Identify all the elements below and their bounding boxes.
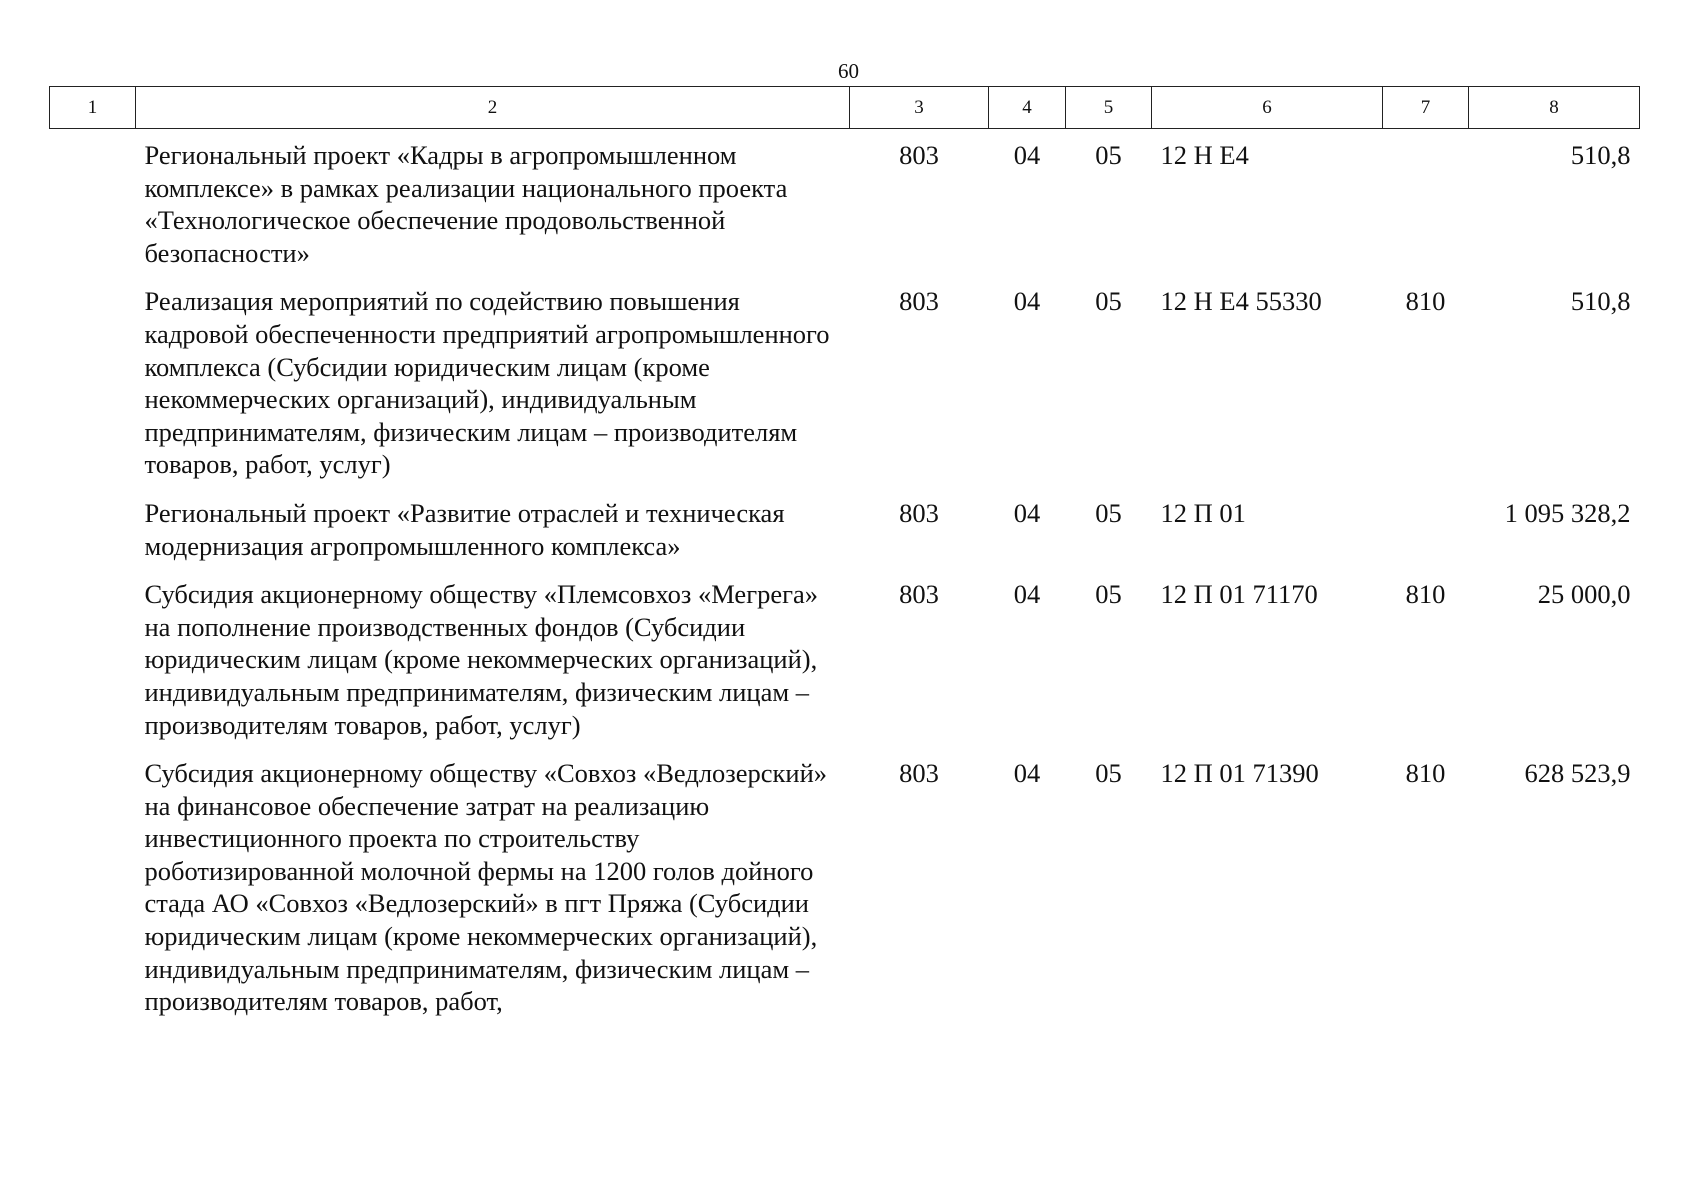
ministry-code-cell: 803	[899, 286, 939, 317]
table-row	[50, 568, 1640, 747]
amount-cell: 510,8	[1570, 286, 1631, 317]
row-number-cell	[50, 129, 136, 276]
column-header-7: 7	[1383, 87, 1469, 129]
column-header-2: 2	[136, 87, 850, 129]
target-code-cell: 12 Н Е4 55330	[1160, 286, 1322, 317]
expense-type-cell: 810	[1405, 758, 1446, 789]
expense-type-cell	[1383, 487, 1469, 568]
description-cell: Реализация мероприятий по содействию повышения кадровой обеспеченности предприятий агропромышленного комплекса (Субсидии юридическим лицам (кроме некоммерческих организаций), индивидуальным предпринимателям, физическим лицам – производителям товаров, работ, услуг)	[144, 286, 830, 480]
target-code-cell: 12 П 01 71390	[1160, 758, 1319, 789]
table-body	[50, 129, 1640, 1024]
amount-cell: 510,8	[1570, 140, 1631, 170]
column-header-3: 3	[850, 87, 989, 129]
subsection-cell: 05	[1095, 758, 1122, 789]
row-number-cell	[50, 275, 136, 487]
table-row	[50, 129, 1640, 276]
column-header-8: 8	[1469, 87, 1640, 129]
section-cell: 04	[1013, 140, 1041, 170]
subsection-cell: 05	[1095, 286, 1122, 317]
page-number: 60	[838, 59, 859, 83]
column-header-4: 4	[989, 87, 1066, 129]
section-cell: 04	[1013, 497, 1041, 528]
table-row	[50, 275, 1640, 487]
target-code-cell: 12 Н Е4	[1160, 140, 1249, 170]
ministry-code-cell: 803	[899, 497, 939, 528]
expense-type-cell	[1383, 129, 1469, 276]
table-header	[50, 87, 1640, 129]
table-row	[50, 487, 1640, 568]
target-code-cell: 12 П 01	[1160, 497, 1246, 528]
description-cell: Региональный проект «Развитие отраслей и техническая модернизация агропромышленного комплекса»	[144, 497, 785, 561]
amount-cell: 25 000,0	[1537, 579, 1631, 610]
column-header-1: 1	[50, 87, 136, 129]
subsection-cell: 05	[1095, 140, 1122, 170]
row-number-cell	[50, 747, 136, 1024]
column-header-5: 5	[1066, 87, 1152, 129]
ministry-code-cell: 803	[899, 758, 939, 789]
subsection-cell: 05	[1095, 579, 1122, 610]
section-cell: 04	[1013, 758, 1041, 789]
budget-table	[49, 86, 1640, 1024]
row-number-cell	[50, 568, 136, 747]
amount-cell: 1 095 328,2	[1504, 497, 1631, 528]
description-cell: Субсидия акционерному обществу «Племсовхоз «Мегрега» на пополнение производственных фондов (Субсидии юридическим лицам (кроме некоммерческих организаций), индивидуальным предпринимателям, физическим лицам – производителям товаров, работ, услуг)	[144, 579, 818, 740]
header-row	[50, 87, 1640, 129]
column-header-6: 6	[1152, 87, 1383, 129]
amount-cell: 628 523,9	[1524, 758, 1631, 789]
row-number-cell	[50, 487, 136, 568]
subsection-cell: 05	[1095, 497, 1122, 528]
section-cell: 04	[1013, 286, 1041, 317]
table-row	[50, 747, 1640, 1024]
expense-type-cell: 810	[1405, 286, 1446, 317]
target-code-cell: 12 П 01 71170	[1160, 579, 1318, 610]
description-cell: Субсидия акционерному обществу «Совхоз «Ведлозерский» на финансовое обеспечение затрат на реализацию инвестиционного проекта по строительству роботизированной молочной фермы на 1200 голов дойного стада АО «Совхоз «Ведлозерский» в пгт Пряжа (Субсидии юридическим лицам (кроме некоммерческих организаций), индивидуальным предпринимателям, физическим лицам – производителям товаров, работ,	[144, 758, 828, 1017]
expense-type-cell: 810	[1405, 579, 1446, 610]
description-cell: Региональный проект «Кадры в агропромышленном комплексе» в рамках реализации национального проекта «Технологическое обеспечение продовольственной безопасности»	[144, 140, 788, 268]
ministry-code-cell: 803	[899, 579, 939, 610]
ministry-code-cell: 803	[899, 140, 939, 170]
section-cell: 04	[1013, 579, 1041, 610]
